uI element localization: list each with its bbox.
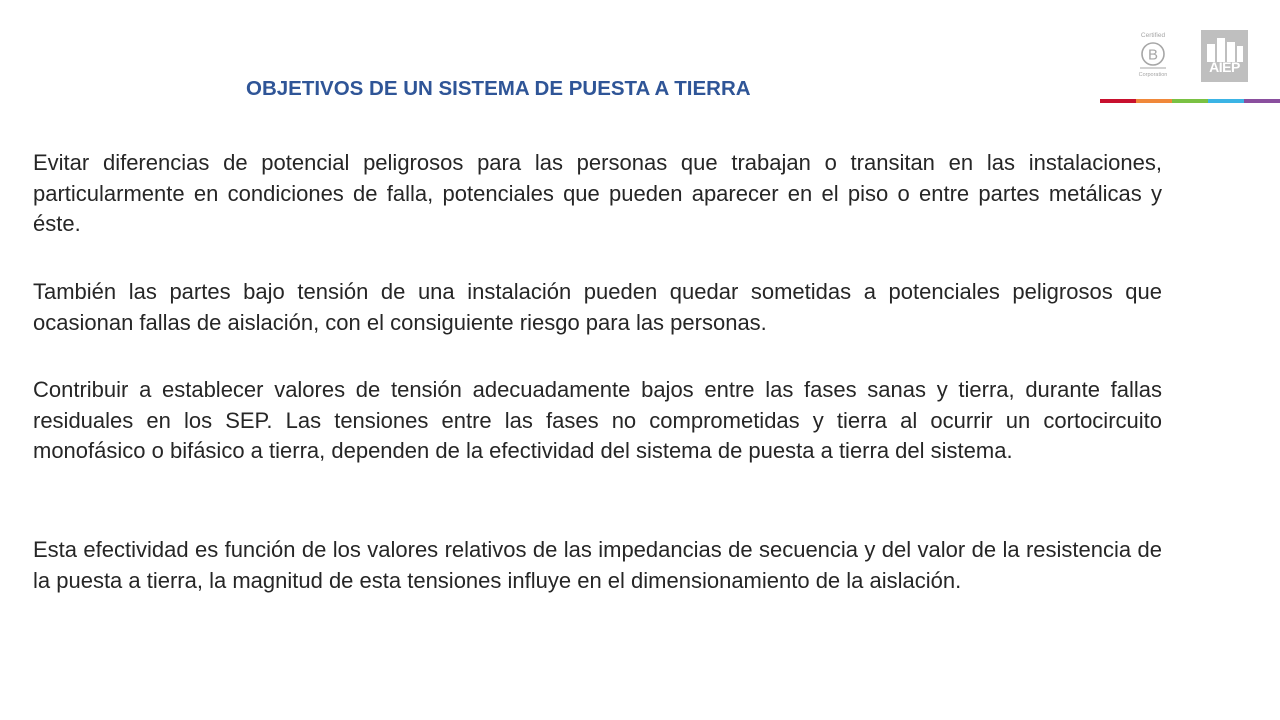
paragraph-4: Esta efectividad es función de los valores relativos de las impedancias de secuencia y del valor de la resistencia de la puesta a tierra, la magnitud de esta tensiones influye en el dimensionamiento de la aislación. [33,537,1162,593]
bcorp-top-text: Certified [1140,32,1166,39]
paragraph-1: Evitar diferencias de potencial peligrosos para las personas que trabajan o transitan en las instalaciones, particularmente en condiciones de falla, potenciales que pueden aparecer en el piso o entre partes metálicas y éste. [33,150,1162,236]
brand-stripe-orange [1136,99,1172,103]
bcorp-letter: B [1147,46,1159,64]
brand-stripe-green [1172,99,1208,103]
aiep-wordmark: AIEP [1209,59,1240,75]
brand-stripe-blue [1208,99,1244,103]
bcorp-logo [1133,30,1173,82]
brand-stripe-purple [1244,99,1280,103]
brand-stripe-red [1100,99,1136,103]
aiep-logo [1201,30,1248,82]
paragraph-2: También las partes bajo tensión de una instalación pueden quedar sometidas a potenciales peligrosos que ocasionan fallas de aislación, con el consiguiente riesgo para las personas. [33,279,1162,335]
slide-title: OBJETIVOS DE UN SISTEMA DE PUESTA A TIERRA [246,77,751,100]
bcorp-bottom-text: Corporation [1138,72,1168,78]
paragraph-3: Contribuir a establecer valores de tensión adecuadamente bajos entre las fases sanas y tierra, durante fallas residuales en los SEP. Las tensiones entre las fases no comprometidas y tierra al ocurrir un cortocircuito monofásico o bifásico a tierra, dependen de la efectividad del sistema de puesta a tierra del sistema. [33,377,1162,463]
